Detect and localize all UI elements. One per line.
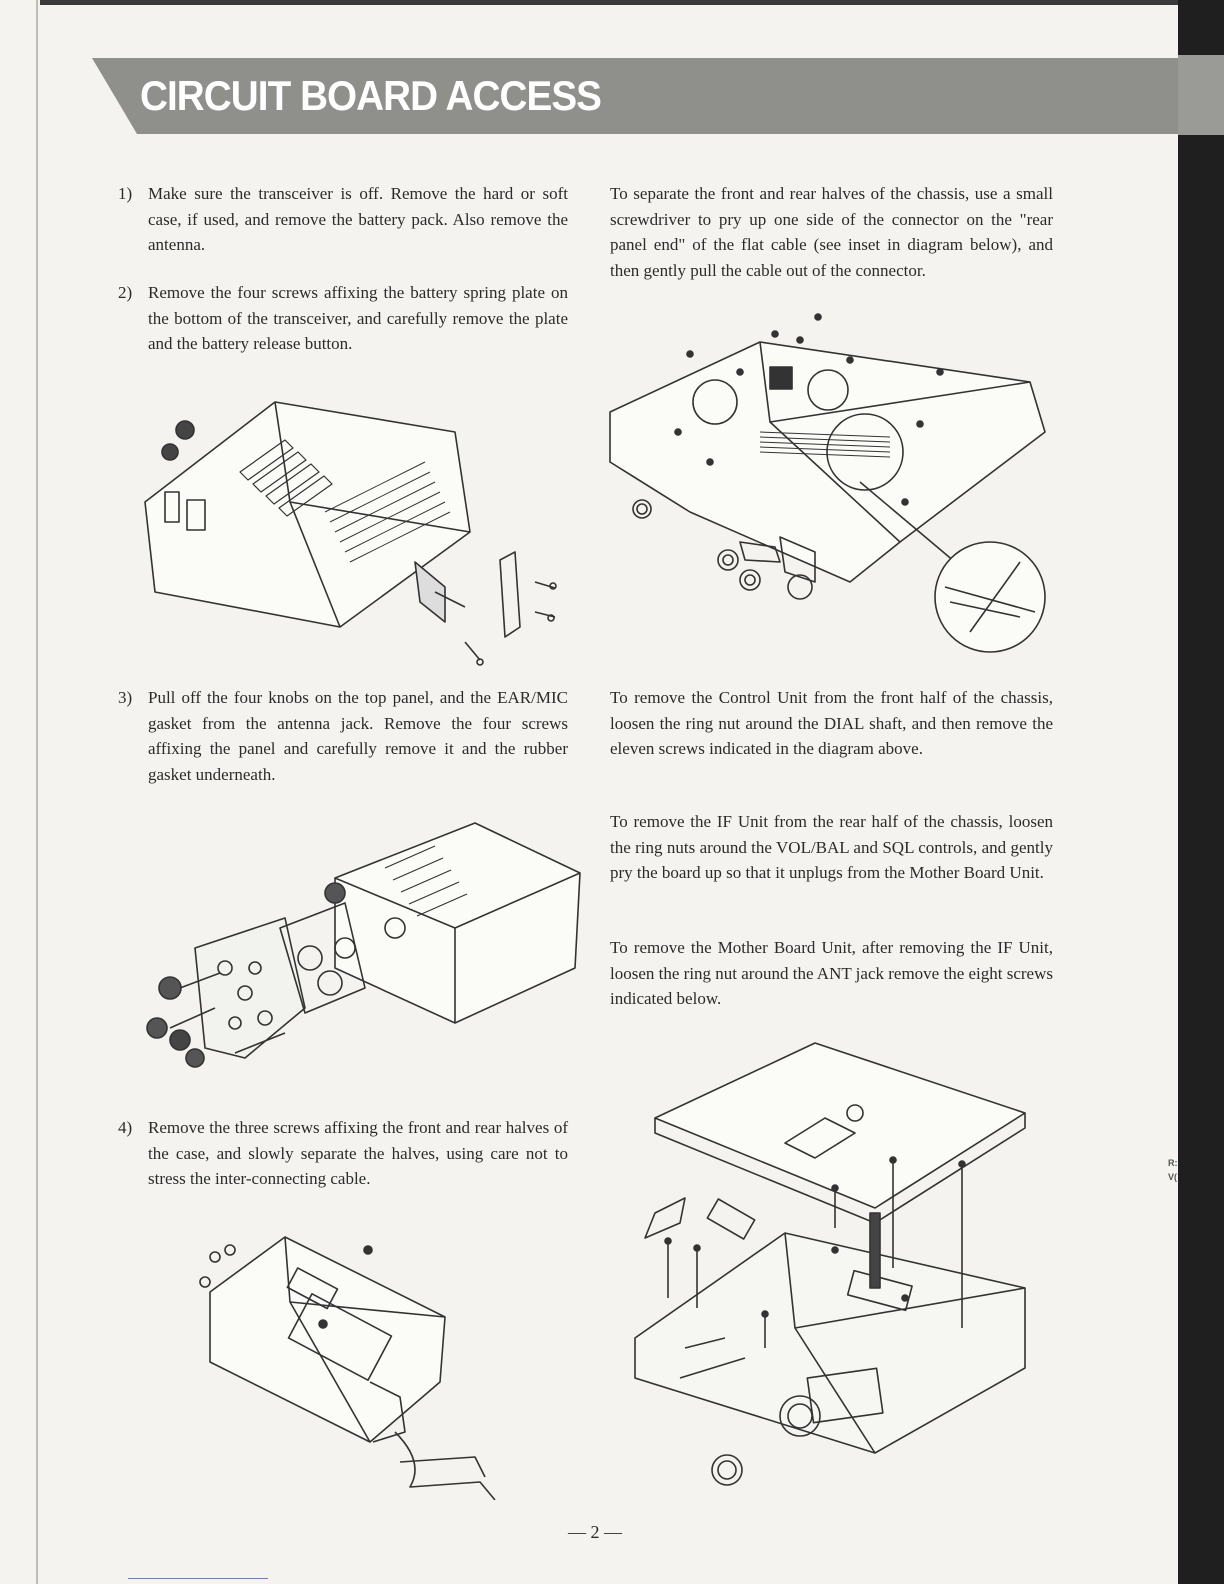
paragraph-control-unit: To remove the Control Unit from the front half of the chassis, loosen the ring nut around the DIAL shaft, and then remove the eleven screws indicated in the diagram above. (610, 688, 1053, 758)
step-text: Pull off the four knobs on the top panel, and the EAR/MIC gasket from the antenna jack. Remove the four screws affixing the panel and carefully remove it and the rubber gasket underneath. (148, 688, 568, 784)
step-text: Remove the three screws affixing the front and rear halves of the case, and slowly separate the halves, using care not to stress the inter-connecting cable. (148, 1118, 568, 1188)
step-number: 3) (118, 688, 133, 707)
figure-mother-board-removal (625, 1038, 1050, 1490)
page-number: — 2 — (568, 1522, 622, 1542)
step-number: 1) (118, 184, 133, 203)
footer-link-underline (128, 1578, 268, 1579)
margin-note-2: V( (1168, 1172, 1177, 1182)
top-rule (40, 0, 1190, 5)
figure-chassis-flat-cable (600, 312, 1072, 658)
step-number: 2) (118, 283, 133, 302)
figure-top-panel-removal (135, 818, 585, 1088)
page-title: CIRCUIT BOARD ACCESS (140, 72, 602, 119)
paragraph-separate-halves: To separate the front and rear halves of the chassis, use a small screwdriver to pry up one side of the connector on the "rear panel end" of the flat cable (see inset in diagram below), and then gently pull the cable out of the connector. (610, 184, 1053, 280)
paragraph-mother-board: To remove the Mother Board Unit, after removing the IF Unit, loosen the ring nut around the ANT jack remove the eight screws indicated below. (610, 938, 1053, 1008)
margin-note-1: R: (1168, 1158, 1178, 1168)
paragraph-if-unit: To remove the IF Unit from the rear half of the chassis, loosen the ring nuts around the VOL/BAL and SQL controls, and gently pry the board up so that it unplugs from the Mother Board Unit. (610, 812, 1053, 882)
step-text: Remove the four screws affixing the battery spring plate on the bottom of the transceiver, and carefully remove the plate and the battery release button. (148, 283, 568, 353)
figure-battery-plate-removal (125, 392, 575, 674)
step-number: 4) (118, 1118, 133, 1137)
step-text: Make sure the transceiver is off. Remove the hard or soft case, if used, and remove the battery pack. Also remove the antenna. (148, 184, 568, 254)
page-edge (36, 0, 38, 1584)
adjacent-page-edge (1178, 0, 1224, 1584)
figure-case-separation (195, 1232, 515, 1500)
